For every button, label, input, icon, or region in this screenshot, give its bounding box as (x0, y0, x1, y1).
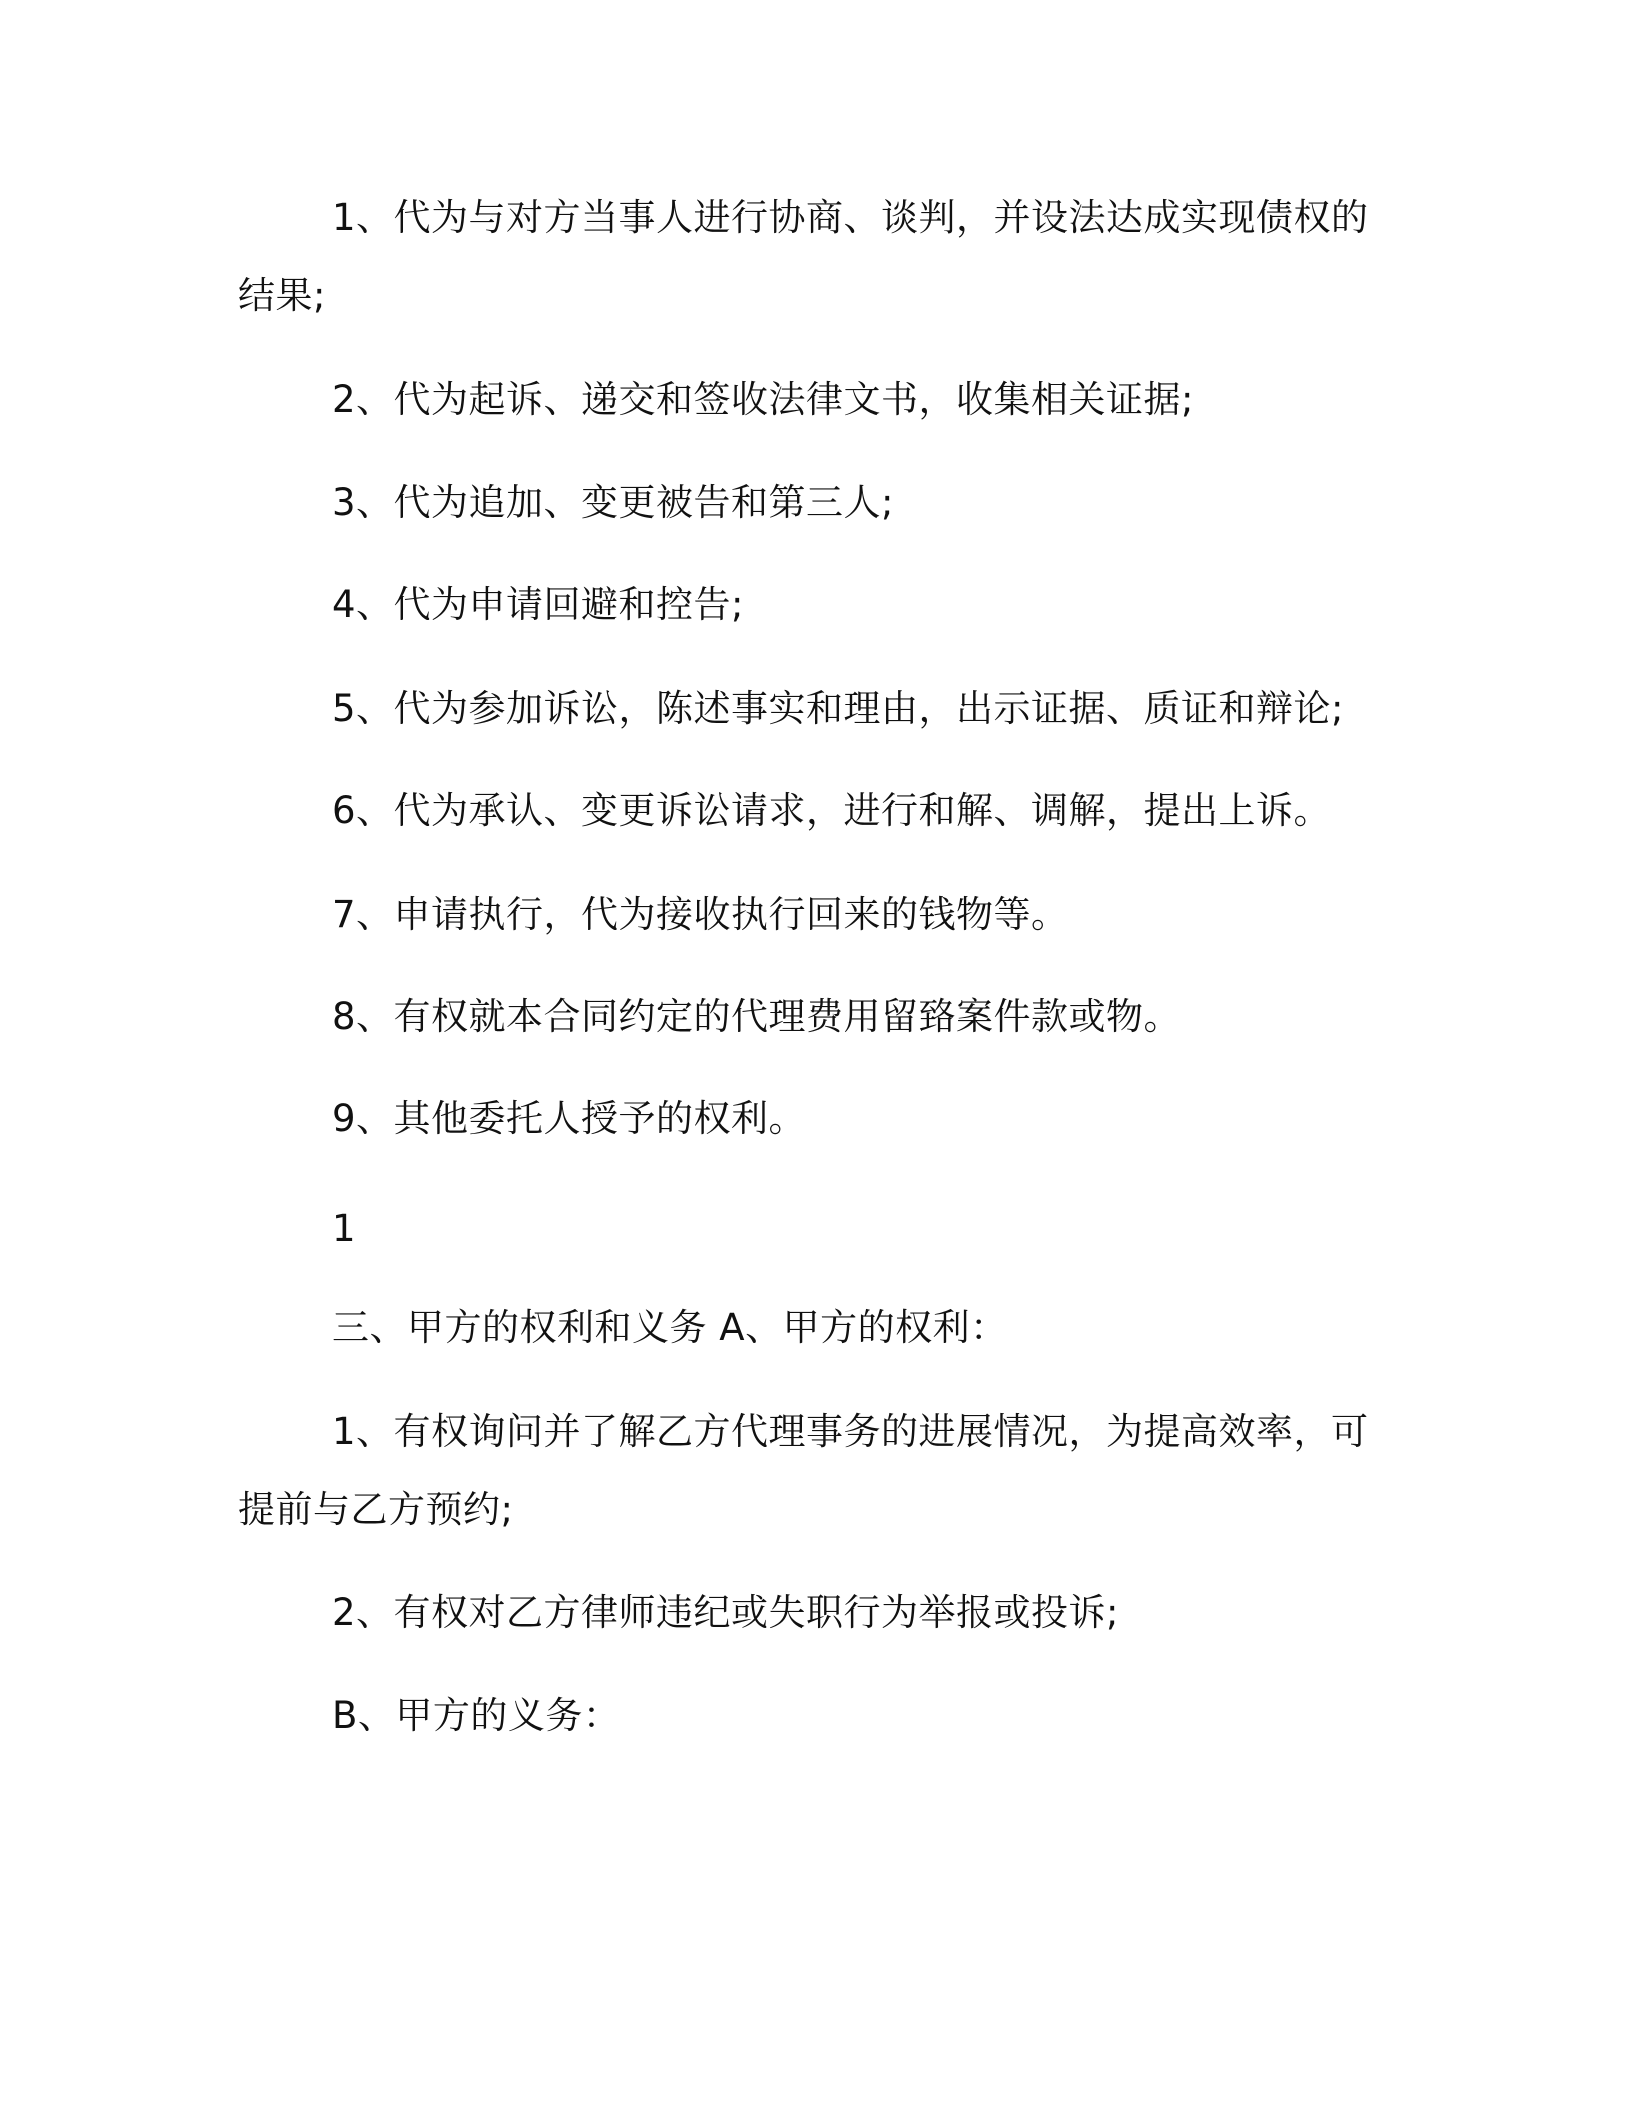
clause-a1-line1: 1、代为与对方当事人进行协商、谈判，并设法达成实现债权的 (332, 196, 1369, 239)
clause-a6: 6、代为承认、变更诉讼请求，进行和解、调解，提出上诉。 (332, 789, 1332, 832)
clause-a1-line2: 结果; (238, 274, 326, 317)
clause-a7: 7、申请执行，代为接收执行回来的钱物等。 (332, 893, 1069, 936)
section-heading-3: 三、甲方的权利和义务 A、甲方的权利： (332, 1306, 1008, 1349)
clause-a3: 3、代为追加、变更被告和第三人; (332, 481, 895, 524)
clause-b1-line1: 1、有权询问并了解乙方代理事务的进展情况，为提高效率，可 (332, 1410, 1369, 1453)
clause-b2: 2、有权对乙方律师违纪或失职行为举报或投诉; (332, 1591, 1120, 1634)
clause-a5: 5、代为参加诉讼，陈述事实和理由，出示证据、质证和辩论; (332, 687, 1345, 730)
page-number: 1 (332, 1207, 357, 1250)
clause-b1-line2: 提前与乙方预约; (238, 1488, 514, 1531)
clause-a2: 2、代为起诉、递交和签收法律文书，收集相关证据; (332, 378, 1195, 421)
clause-a8: 8、有权就本合同约定的代理费用留臵案件款或物。 (332, 995, 1182, 1038)
clause-a9: 9、其他委托人授予的权利。 (332, 1097, 807, 1140)
subsection-heading-b: B、甲方的义务： (332, 1694, 621, 1737)
clause-a4: 4、代为申请回避和控告; (332, 583, 745, 626)
